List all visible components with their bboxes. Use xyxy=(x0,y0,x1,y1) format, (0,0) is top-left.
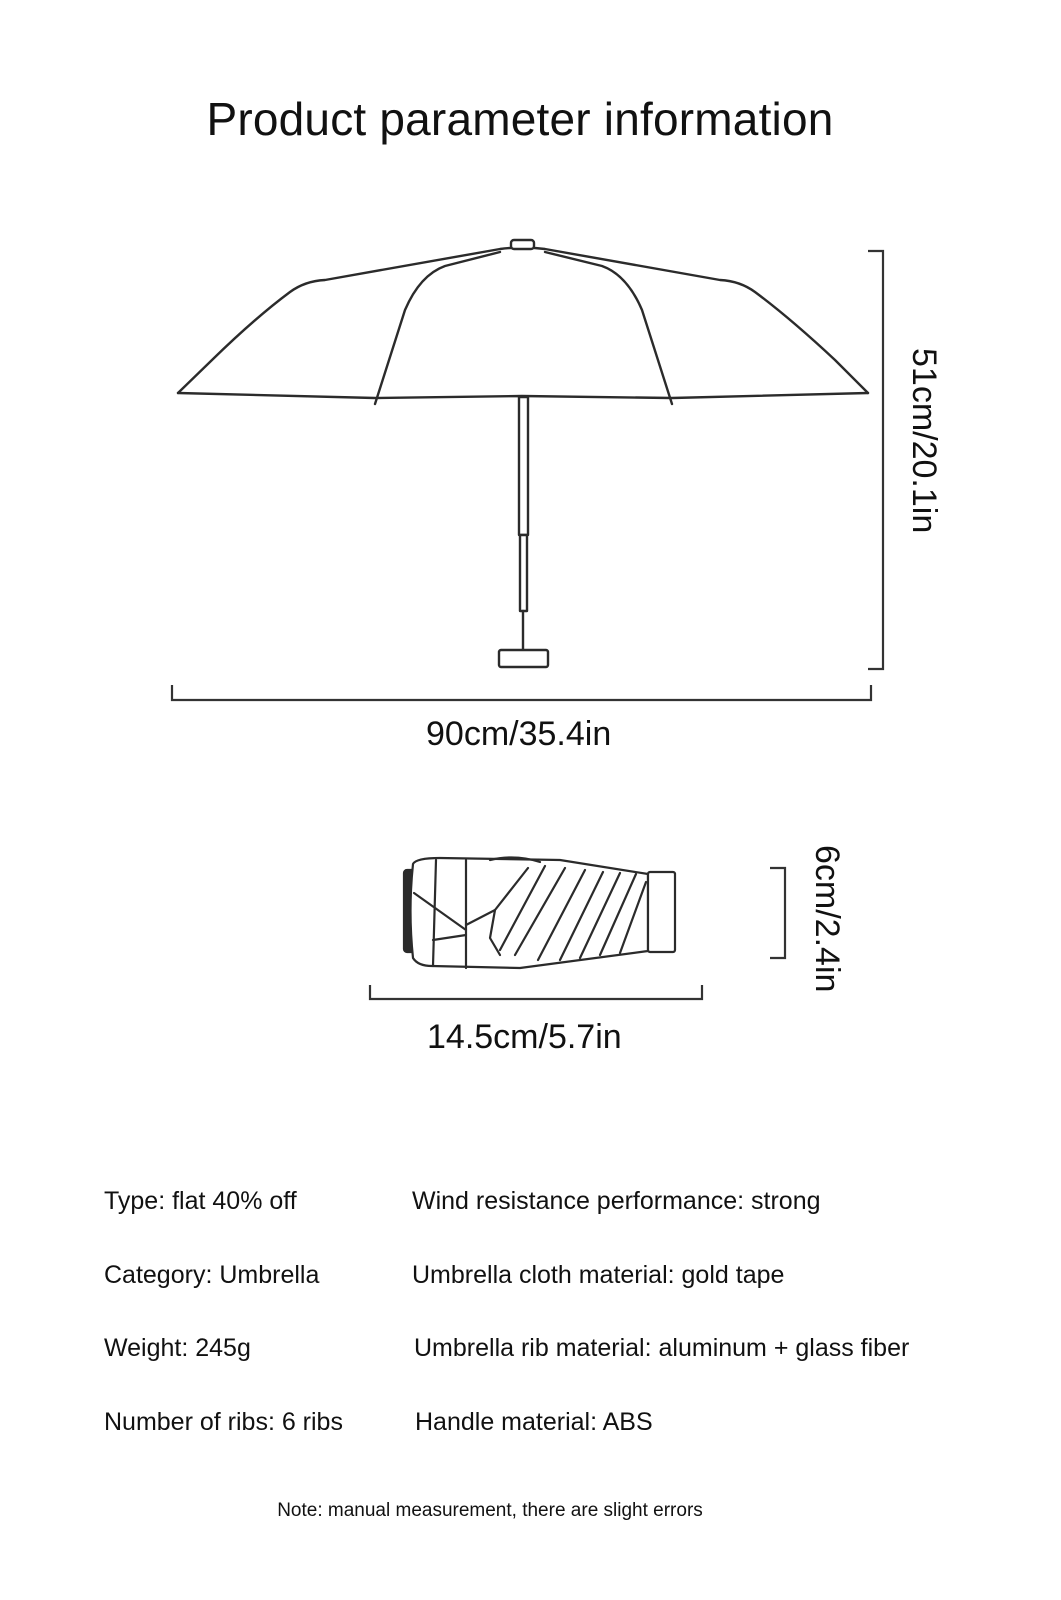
canopy-rib-left xyxy=(375,252,500,404)
width-dimension-line xyxy=(172,685,871,700)
height-dimension-line xyxy=(868,251,883,669)
spec-handle-material: Handle material: ABS xyxy=(415,1408,653,1436)
folded-body xyxy=(411,858,649,968)
spec-rib-material: Umbrella rib material: aluminum + glass fiber xyxy=(414,1334,910,1362)
open-height-label: 51cm/20.1in xyxy=(905,348,943,534)
open-width-label: 90cm/35.4in xyxy=(426,715,612,753)
spec-ribs: Number of ribs: 6 ribs xyxy=(104,1408,343,1436)
folded-umbrella-illustration xyxy=(404,857,675,968)
shaft-upper xyxy=(519,397,528,535)
folded-height-label: 6cm/2.4in xyxy=(808,845,846,993)
canopy-outline xyxy=(178,248,868,394)
measurement-note: Note: manual measurement, there are slight errors xyxy=(277,1500,703,1521)
folded-length-label: 14.5cm/5.7in xyxy=(427,1018,622,1056)
spec-category: Category: Umbrella xyxy=(104,1261,320,1289)
open-umbrella-illustration xyxy=(178,240,868,667)
canopy-rib-right xyxy=(545,252,672,404)
spec-type: Type: flat 40% off xyxy=(104,1187,297,1215)
folded-length-dimension-line xyxy=(370,985,702,999)
folded-height-dimension-line xyxy=(770,868,785,958)
umbrella-handle xyxy=(499,650,548,667)
shaft-lower xyxy=(520,535,527,611)
folded-handle xyxy=(648,872,675,952)
spec-weight: Weight: 245g xyxy=(104,1334,251,1362)
spec-cloth-material: Umbrella cloth material: gold tape xyxy=(412,1261,785,1289)
canopy-tip xyxy=(511,240,534,249)
spec-wind-resistance: Wind resistance performance: strong xyxy=(412,1187,821,1215)
page-title: Product parameter information xyxy=(206,93,834,145)
